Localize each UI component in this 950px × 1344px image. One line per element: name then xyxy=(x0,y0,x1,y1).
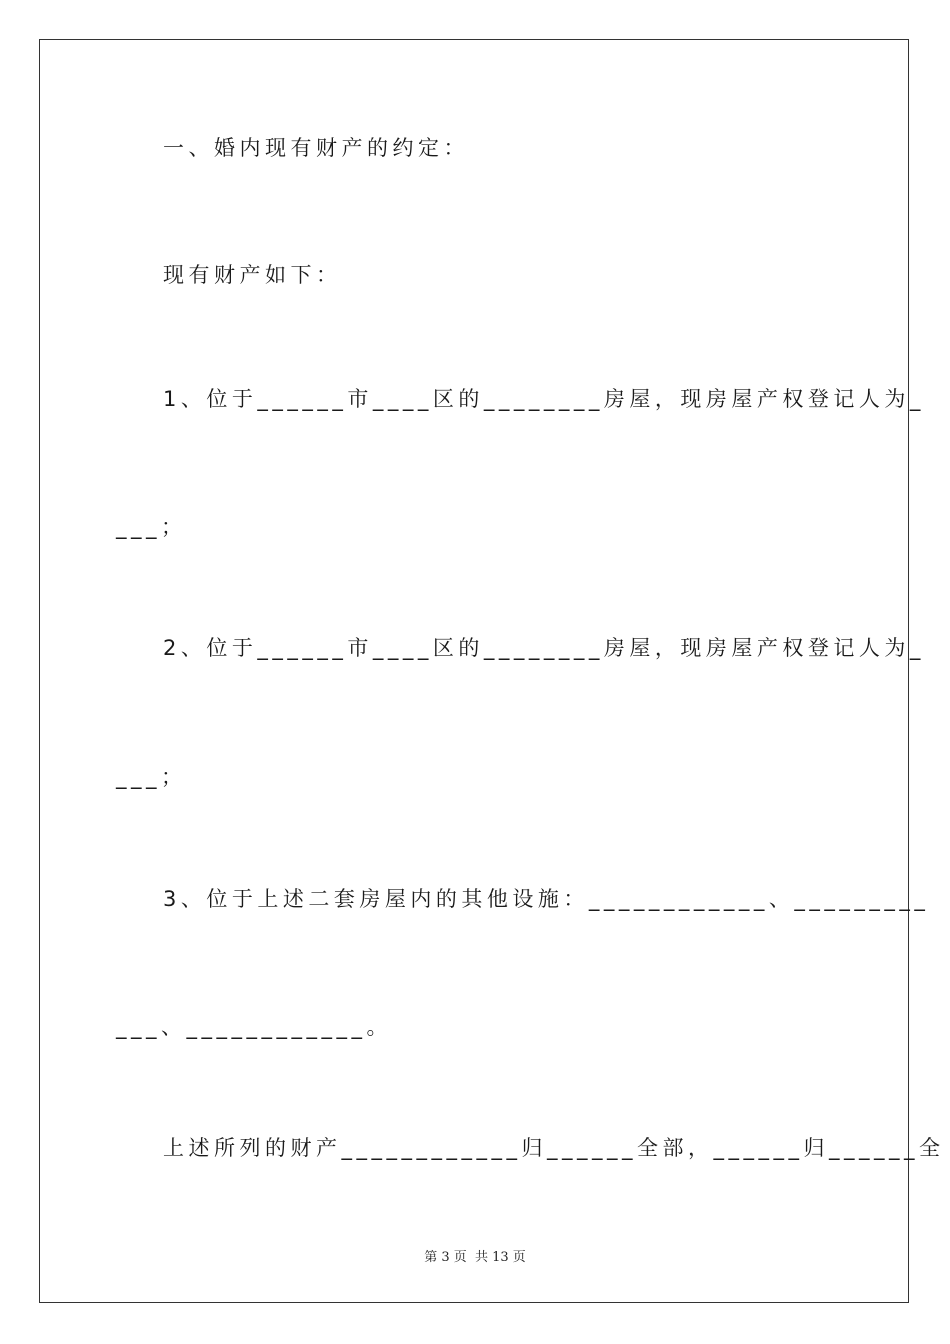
page-footer: 第 3 页 共 13 页 xyxy=(424,1250,526,1265)
section-heading: 一、婚内现有财产的约定： xyxy=(163,136,469,160)
item-3-line-1: 3、位于上述二套房屋内的其他设施：____________、_________ xyxy=(163,887,930,911)
page-border xyxy=(39,39,909,1303)
paragraph-assignment: 上述所列的财产____________归______全部，______归______全 xyxy=(163,1136,945,1160)
paragraph-intro: 现有财产如下： xyxy=(163,263,342,287)
item-1-line-1: 1、位于______市____区的________房屋，现房屋产权登记人为_ xyxy=(163,387,925,411)
item-2-line-1: 2、位于______市____区的________房屋，现房屋产权登记人为_ xyxy=(163,636,925,660)
item-3-line-2: ___、____________。 xyxy=(116,1015,392,1039)
item-2-line-2: ___； xyxy=(116,765,187,789)
item-1-line-2: ___； xyxy=(116,515,187,539)
